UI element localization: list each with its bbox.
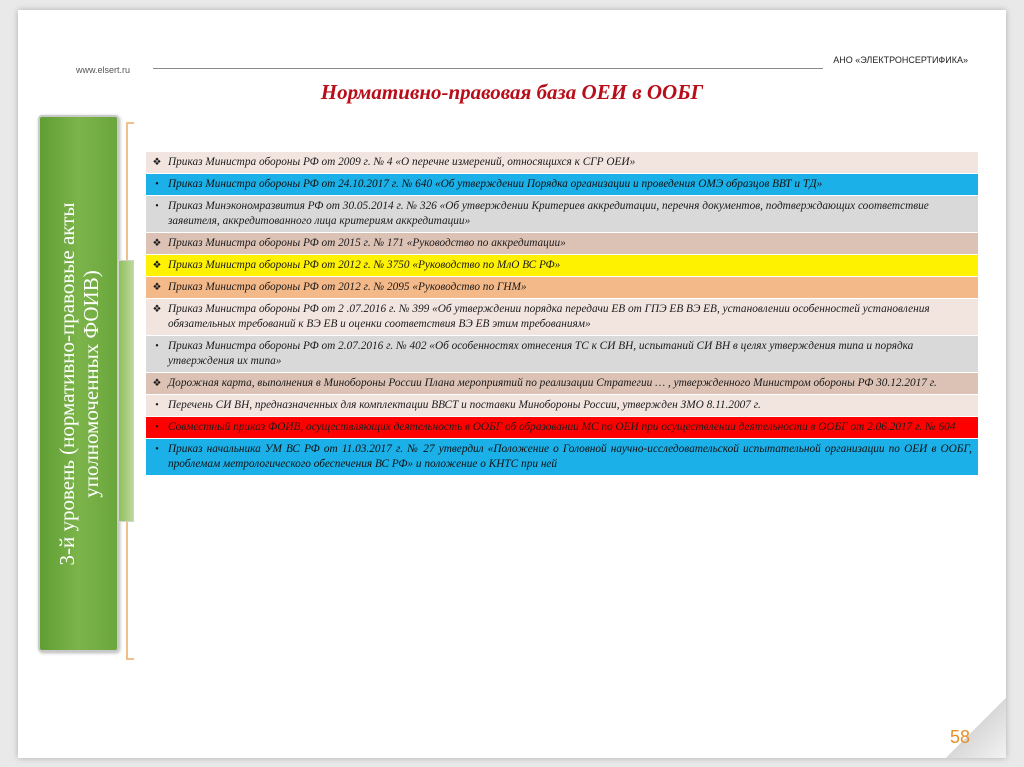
document-item-text: Совместный приказ ФОИВ, осуществляющих деятельность в ООБГ об образовании МС по ОЕИ при осуществлении деятельности в ООБГ от 2.06.2017 г. № 604: [168, 421, 956, 433]
bullet-icon: •: [155, 179, 159, 190]
document-item-text: Приказ Министра обороны РФ от 2.07.2016 г. № 402 «Об особенностях отнесения ТС к СИ ВН, испытаний СИ ВН в целях утверждения типа и порядка утверждения их типа»: [168, 340, 914, 367]
document-item: [146, 196, 978, 233]
document-item: [146, 174, 978, 196]
bullet-icon: •: [155, 444, 159, 455]
document-item: [146, 439, 978, 476]
document-item: [146, 373, 978, 395]
bullet-icon: •: [155, 201, 159, 212]
bullet-icon: •: [155, 341, 159, 352]
document-item-text: Перечень СИ ВН, предназначенных для комплектации ВВСТ и поставки Минобороны России, утвержден ЗМО 8.11.2007 г.: [168, 399, 761, 411]
document-item-text: Приказ Министра обороны РФ от 2012 г. № 2095 «Руководство по ГНМ»: [168, 281, 527, 293]
document-item: [146, 152, 978, 174]
document-item: [146, 336, 978, 373]
diamond-bullet-icon: ❖: [152, 157, 162, 168]
document-item: [146, 277, 978, 299]
page-number: 58: [949, 727, 970, 747]
organization-name: АНО «ЭЛЕКТРОНСЕРТИФИКА»: [833, 55, 968, 65]
slide: [18, 10, 1006, 758]
document-item-text: Приказ Министра обороны РФ от 2009 г. № 4 «О перечне измерений, относящихся к СГР ОЕИ»: [168, 156, 636, 168]
document-item: [146, 299, 978, 336]
document-item-text: Приказ Министра обороны РФ от 2015 г. № 171 «Руководство по аккредитации»: [168, 237, 566, 249]
document-item-text: Дорожная карта, выполнения в Минобороны России Плана мероприятий по реализации Стратегии … , утвержденного Министром обороны РФ 30.12.2017 г.: [168, 377, 937, 389]
document-item: [146, 255, 978, 277]
diamond-bullet-icon: ❖: [152, 238, 162, 249]
diamond-bullet-icon: ❖: [152, 304, 162, 315]
document-item-text: Приказ Министра обороны РФ от 2012 г. № 3750 «Руководство по МлО ВС РФ»: [168, 259, 561, 271]
bullet-icon: •: [155, 422, 159, 433]
header-divider: [153, 68, 823, 69]
connector-bar: [118, 260, 134, 522]
document-item: [146, 233, 978, 255]
diamond-bullet-icon: ❖: [152, 378, 162, 389]
page-title: Нормативно-правовая база ОЕИ в ООБГ: [320, 80, 704, 104]
document-item: [146, 417, 978, 439]
document-item-text: Приказ Министра обороны РФ от 2 .07.2016 г. № 399 «Об утверждении порядка передачи ЕВ от ГПЭ ЕВ ВЭ ЕВ, установлении особенностей установления обязательных требований к ВЭ ЕВ и оценки соответствия ВЭ ЕВ этим требованиям»: [168, 303, 930, 330]
document-item: [146, 395, 978, 417]
site-url[interactable]: www.elsert.ru: [76, 65, 131, 75]
document-item-text: Приказ начальника УМ ВС РФ от 11.03.2017 г. № 27 утвердил «Положение о Головной научно-исследовательской испытательной организации по ОЕИ в ООБГ, проблемам метрологического обеспечения ВС РФ» и положение о КНТС при ней: [168, 443, 972, 470]
document-item-text: Приказ Министра обороны РФ от 24.10.2017 г. № 640 «Об утверждении Порядка организации и проведения ОМЭ образцов ВВТ и ТД»: [168, 178, 823, 190]
level-label: 3-й уровень (нормативно-правовые акты уполномоченных ФОИВ): [54, 201, 103, 566]
document-list: [146, 152, 978, 476]
diamond-bullet-icon: ❖: [152, 282, 162, 293]
diamond-bullet-icon: ❖: [152, 260, 162, 271]
bullet-icon: •: [155, 400, 159, 411]
level-label-box: [38, 115, 119, 652]
document-item-text: Приказ Минэкономразвития РФ от 30.05.2014 г. № 326 «Об утверждении Критериев аккредитации, перечня документов, подтверждающих соответствие заявителя, аккредитованного лица критериям аккредитации»: [168, 200, 929, 227]
